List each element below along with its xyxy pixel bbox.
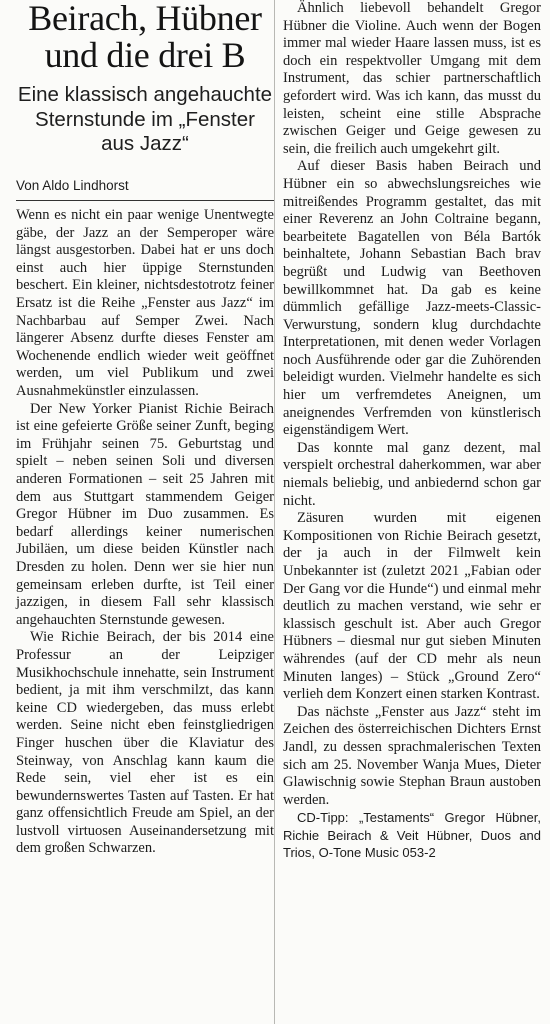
paragraph: Ähnlich liebevoll behandelt Gregor Hübner die Violine. Auch wenn der Bogen immer mal wieder Haare lassen muss, ist es doch ein respektvoller Umgang mit dem Instrument, das schier partnerschaftlich gefordert wird. Was ich kann, das musst du leisten, scheint eine stille Absprache zwischen Geiger und Geige gewesen zu sein, die freilich auch umgekehrt gilt. <box>283 0 541 157</box>
byline: Von Aldo Lindhorst <box>16 177 129 193</box>
cd-tip: CD-Tipp: „Testaments“ Gregor Hübner, Richie Beirach & Veit Hübner, Duos and Trios, O-Tone Music 053-2 <box>283 810 541 861</box>
byline-rule <box>16 200 274 201</box>
paragraph: Auf dieser Basis haben Beirach und Hübner ein so abwechslungsreiches wie mitreißendes Programm gestaltet, das mit einer Reverenz an John Coltraine begann, bearbeitete Bagatellen von Béla Bartók beinhaltete, Johann Sebastian Bach brav begrüßt und Ludwig van Beethoven bewillkommnet hat. Da gab es keine dümmlich gefällige Jazz-meets-Classic-Verwurstung, sondern klug durchdachte Interpretationen, mit denen weder Vorlagen noch Ausführende oder gar die Zuhörenden beleidigt wurden. Vielmehr handelte es sich hier um verfremdetes Aneignen, um aneignendes Verfremden von künstlerisch eigenständigem Wert. <box>283 158 541 439</box>
left-column <box>16 0 274 858</box>
paragraph: Wie Richie Beirach, der bis 2014 eine Professur an der Leipziger Musikhochschule innehatte, sein Instrument bedient, ja mit ihm verschmilzt, das kann keine CD wiedergeben, das muss erlebt werden. Seine nicht eben feinstgliedrigen Finger huschen über die Klaviatur des Steinway, von Anschlag kann kaum die Rede sein, viel eher ist es ein bewundernswertes Tasten auf Tasten. Er hat ganz offensichtlich Freude am Spiel, an der lustvoll virtuosen Auseinandersetzung mit dem großen Schwarzen. <box>16 629 274 857</box>
column-divider <box>274 0 275 1024</box>
article-headline: Beirach, Hübner und die drei B <box>28 0 262 75</box>
right-column <box>283 0 541 862</box>
paragraph: Zäsuren wurden mit eigenen Kompositionen von Richie Beirach gesetzt, der ja auch in der Filmwelt kein Unbekannter ist (zuletzt 2021 „Fabian oder Der Gang vor die Hunde“) und einmal mehr deutlich zu machen verstand, wie sehr er klassisch geschult ist. Aber auch Gregor Hübners – diesmal nur gut sieben Minuten währendes (auf der CD mehr als neun Minuten langes) – Stück „Ground Zero“ verlieh dem Konzert einen starken Kontrast. <box>283 510 541 703</box>
article-subhead: Eine klassisch angehauchte Sternstunde im „Fenster aus Jazz“ <box>17 83 273 155</box>
paragraph: Wenn es nicht ein paar wenige Unentwegte gäbe, der Jazz an der Semperoper wäre längst ausgestorben. Dabei hat er uns doch einst auch hier üppige Sternstunden beschert. Ein kleiner, nichtsdestotrotz feiner Ersatz ist die Reihe „Fenster aus Jazz“ im Nachbarbau auf Semper Zwei. Nach längerer Absenz durfte dieses Fenster am Wochenende endlich wieder weit geöffnet werden, um viel Publikum und zwei Ausnahmekünstler einzulassen. <box>16 207 274 400</box>
paragraph: Das konnte mal ganz dezent, mal verspielt orchestral daherkommen, war aber niemals beliebig, und anbiedernd schon gar nicht. <box>283 439 541 509</box>
paragraph: Der New Yorker Pianist Richie Beirach ist eine gefeierte Größe seiner Zunft, beging im Frühjahr seinen 75. Geburtstag und spielt – neben seinen Soli und diversen anderen Formationen – seit 25 Jahren mit dem aus Stuttgart stammendem Geiger Gregor Hübner im Duo zusammen. Es bedarf allerdings keiner numerischen Jubiläen, um diese beiden Künstler nach Dresden zu holen. Denn wer sie hier nun gemeinsam erleben durfte, ist Teil einer jazzigen, in diesem Fall sehr klassisch angehauchten Sternstunde gewesen. <box>16 400 274 628</box>
paragraph: Das nächste „Fenster aus Jazz“ steht im Zeichen des österreichischen Dichters Ernst Jandl, zu dessen sprachmalerischen Texten sich am 25. November Wanja Mues, Dieter Glawischnig sowie Stephan Braun austoben werden. <box>283 703 541 808</box>
